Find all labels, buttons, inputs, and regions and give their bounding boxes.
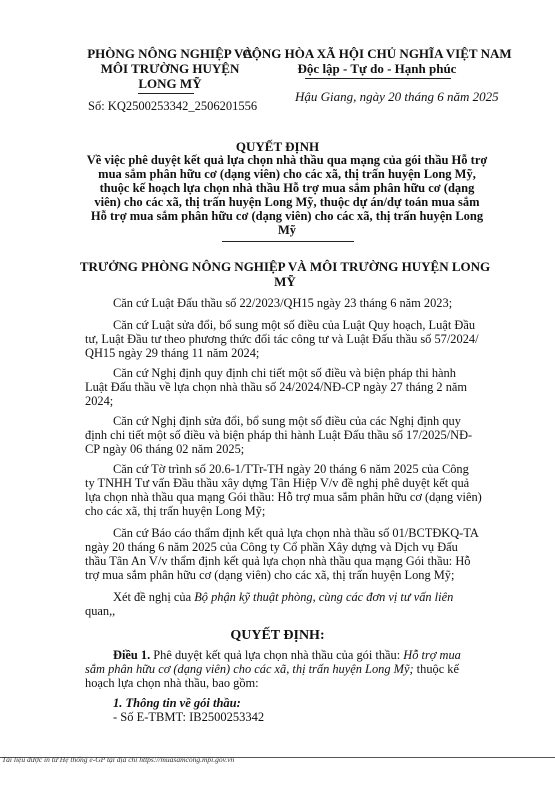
article-1-label: Điều 1. xyxy=(113,648,151,662)
legal-basis-3: Căn cứ Nghị định quy định chi tiết một số điều và biện pháp thi hành Luật Đấu thầu về lựa chọn nhà thầu số 24/2024/NĐ-CP ngày 27 tháng 2 năm 2024; xyxy=(85,366,468,408)
document-title: QUYẾT ĐỊNH xyxy=(235,139,320,154)
subject-line: mua sắm phân hữu cơ (dạng viên) cho các xã, thị trấn huyện Long Mỹ, xyxy=(98,167,476,181)
agency-line-1: PHÒNG NÔNG NGHIỆP VÀ xyxy=(87,46,253,61)
proposal-unit: Bộ phận kỹ thuật phòng, cùng các đơn vị tư vấn liên xyxy=(194,590,454,604)
legal-basis-6: Căn cứ Báo cáo thẩm định kết quả lựa chọn nhà thầu số 01/BCTĐKQ-TA ngày 20 tháng 6 năm 2025 của Công ty Cổ phần Xây dựng và Dịch vụ Đấu thầu Tân An V/v thẩm định kết quả lựa chọn nhà thầu qua mạng Gói thầu: Hỗ trợ mua sắm phân hữu cơ (dạng viên) cho các xã, thị trấn huyện Long Mỹ; xyxy=(85,526,479,582)
legal-basis-4: Căn cứ Nghị định sửa đổi, bổ sung một số điều của các Nghị định quy định chi tiết một số điều và biện pháp thi hành Luật Đấu thầu số 17/2025/NĐ- CP ngày 06 tháng 02 năm 2025; xyxy=(85,414,473,456)
agency-line-2: MÔI TRƯỜNG HUYỆN xyxy=(100,61,240,76)
subject-line: Về việc phê duyệt kết quả lựa chọn nhà thầu qua mạng của gói thầu Hỗ trợ xyxy=(86,153,488,167)
authority-line-1: TRƯỞNG PHÒNG NÔNG NGHIỆP VÀ MÔI TRƯỜNG HUYỆN LONG xyxy=(79,259,491,274)
subject-line: thuộc kế hoạch lựa chọn nhà thầu Hỗ trợ mua sắm phân hữu cơ (dạng xyxy=(99,181,475,195)
motto: Độc lập - Tự do - Hạnh phúc xyxy=(297,61,457,76)
agency-underline xyxy=(138,93,194,94)
issuing-authority xyxy=(60,259,510,289)
motto-underline xyxy=(305,78,451,79)
proposal-paragraph: Xét đề nghị của Bộ phận kỹ thuật phòng, cùng các đơn vị tư vấn liên quan,, xyxy=(85,590,454,618)
legal-basis-2: Căn cứ Luật sửa đổi, bổ sung một số điều của Luật Quy hoạch, Luật Đầu tư, Luật Đầu tư theo phương thức đối tác công tư và Luật Đấu thầu số 57/2024/ QH15 ngày 29 tháng 11 năm 2024; xyxy=(85,318,479,360)
national-motto xyxy=(240,46,514,76)
subject-line: viên) cho các xã, thị trấn huyện Long Mỹ, thuộc dự án/dự toán mua sắm xyxy=(94,195,480,209)
title-underline xyxy=(222,241,354,242)
authority-line-2: MỸ xyxy=(274,274,296,289)
agency-line-3: LONG MỸ xyxy=(138,76,202,91)
subject-line: Mỹ xyxy=(277,223,297,237)
article-1: Điều 1. Phê duyệt kết quả lựa chọn nhà thầu của gói thầu: Hỗ trợ mua sắm phân hữu cơ (dạng viên) cho các xã, thị trấn huyện Long Mỹ; thuộc kế hoạch lựa chọn nhà thầu, bao gồm: xyxy=(85,648,461,690)
legal-basis-5: Căn cứ Tờ trình số 20.6-1/TTr-TH ngày 20 tháng 6 năm 2025 của Công ty TNHH Tư vấn Đầu thầu xây dựng Tân Hiệp V/v đề nghị phê duyệt kết quả lựa chọn nhà thầu qua mạng Gói thầu: Hỗ trợ mua sắm phân hữu cơ (dạng viên) cho các xã, thị trấn huyện Long Mỹ; xyxy=(85,462,482,518)
subject-line: Hỗ trợ mua sắm phân hữu cơ (dạng viên) cho các xã, thị trấn huyện Long xyxy=(90,209,484,223)
section-package-info: 1. Thông tin về gói thầu: xyxy=(113,696,241,710)
footer-note: Tài liệu được in từ Hệ thống e-GP tại địa chỉ https://muasamcong.mpi.gov.vn xyxy=(2,755,235,764)
place-date: Hậu Giang, ngày 20 tháng 6 năm 2025 xyxy=(295,89,499,104)
legal-basis-1: Căn cứ Luật Đấu thầu số 22/2023/QH15 ngày 23 tháng 6 năm 2023; xyxy=(113,296,453,310)
document-number: Số: KQ2500253342_2506201556 xyxy=(88,99,258,113)
decision-heading: QUYẾT ĐỊNH: xyxy=(230,628,325,643)
nation-name: CỘNG HÒA XÃ HỘI CHỦ NGHĨA VIỆT NAM xyxy=(242,46,512,61)
package-number: - Số E-TBMT: IB2500253342 xyxy=(113,710,265,724)
document-subject xyxy=(72,153,502,237)
